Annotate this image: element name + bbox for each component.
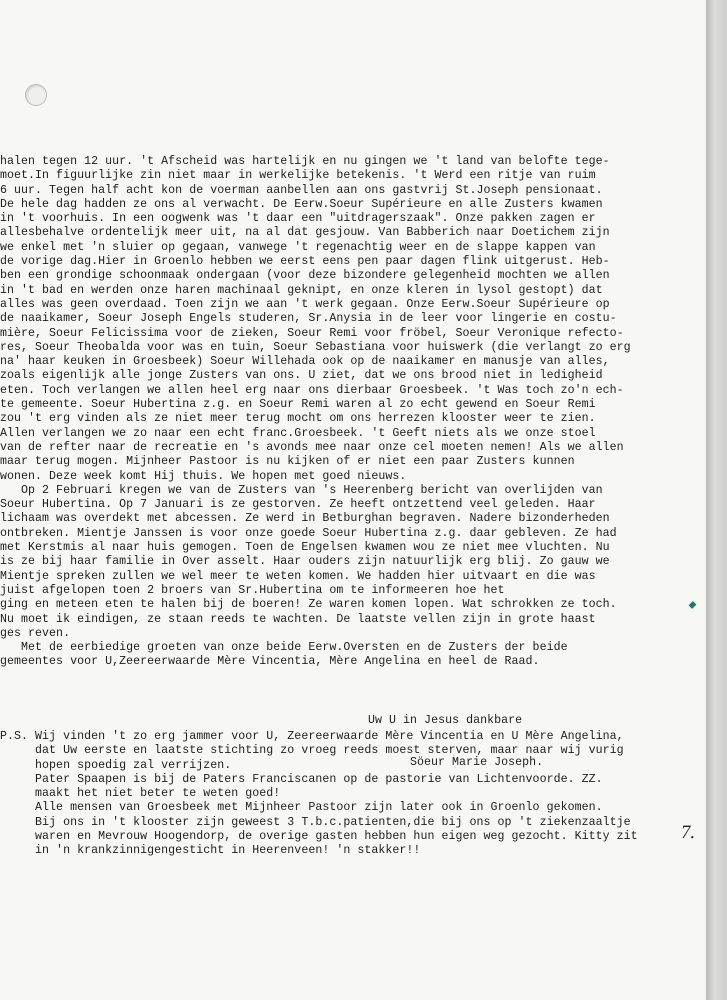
body-line: te gemeente. Soeur Hubertina z.g. en Soeur Remi waren al zo echt gewend en Soeur Remi <box>0 398 596 412</box>
body-line: in 't voorhuis. In een oogwenk was 't daar een "uitdragerszaak". Onze pakken zagen er <box>0 212 596 226</box>
punch-hole <box>25 84 47 106</box>
body-line: de vorige dag.Hier in Groenlo hebben we eerst eens pen paar dagen flink uitgerust. Heb- <box>0 255 610 269</box>
body-line: eten. Toch verlangen we allen heel erg naar ons dierbaar Groesbeek. 't Was toch zo'n ech- <box>0 383 624 397</box>
body-line: is ze bij haar familie in Over asselt. Haar ouders zijn natuurlijk erg blij. Zo gauw we <box>0 555 610 569</box>
body-line: de naaikamer, Soeur Joseph Engels studeren, Sr.Anysia in de leer voor lingerie en costu- <box>0 312 617 326</box>
body-line: met Kerstmis al naar huis gemogen. Toen de Engelsen kwamen wou ze niet mee vluchten. Nu <box>0 541 610 555</box>
body-line: zou 't erg vinden als ze niet meer terug mocht om ons herrezen klooster weer te zien. <box>0 412 596 426</box>
body-line: halen tegen 12 uur. 't Afscheid was hartelijk en nu gingen we 't land van belofte tege- <box>0 155 610 168</box>
body-line: zoals eigenlijk alle jonge Zusters van ons. U ziet, dat we ons brood niet in ledigheid <box>0 369 603 383</box>
body-line: mière, Soeur Felicissima voor de zieken, Soeur Remi voor fröbel, Soeur Veronique refecto- <box>0 326 624 340</box>
ps-line: Alle mensen van Groesbeek met Mijnheer Pastoor zijn later ook in Groenlo gekomen. <box>0 801 603 815</box>
body-line: 6 uur. Tegen half acht kon de voerman aanbellen aan ons gastvrij St.Joseph pensionaat. <box>0 183 603 197</box>
body-line: allesbehalve ordentelijk meer uit, na al dat gesjouw. Van Babberich naar Doetichem zijn <box>0 226 610 240</box>
body-line: ben een grondige schoonmaak ondergaan (voor deze bizondere gelegenheid mochten we allen <box>0 269 610 283</box>
body-line: na' haar keuken in Groesbeek) Soeur Willehada ook op de naaikamer en manusje van alles, <box>0 355 610 369</box>
body-line: ontbreken. Mientje Janssen is voor onze goede Soeur Hubertina z.g. daar gebleven. Ze had <box>0 526 617 540</box>
ps-line: in 'n krankzinnigengesticht in Heerenveen! 'n stakker!! <box>0 844 421 858</box>
body-line: juist afgelopen toen 2 broers van Sr.Hubertina om te informeeren hoe het <box>0 583 505 597</box>
body-line: Mientje spreken zullen we wel meer te weten komen. We hadden hier uitvaart en die was <box>0 569 596 583</box>
postscript <box>0 730 638 859</box>
body-line: in 't bad en werden onze haren machinaal geknipt, en onze kleren in lysol gestopt) dat <box>0 283 603 297</box>
body-line: res, Soeur Theobalda voor was en tuin, Soeur Sebastiana voor huiswerk (die verlangt zo erg <box>0 340 631 354</box>
body-line: wonen. Deze week komt Hij thuis. We hopen met goed nieuws. <box>0 469 407 483</box>
closing-line: Uw U in Jesus dankbare <box>368 713 523 727</box>
ps-line: Bij ons in 't klooster zijn geweest 3 T.b.c.patienten,die bij ons op 't ziekenzaaltje <box>0 815 631 829</box>
body-line: De hele dag hadden ze ons al verwacht. De Eerw.Soeur Supérieure en alle Zusters kwamen <box>0 197 603 211</box>
signature: Söeur Marie Joseph. <box>410 756 544 770</box>
body-line: ges reven. <box>0 626 71 640</box>
body-line: ging en meteen eten te halen bij de boeren! Ze waren komen lopen. Wat schrokken ze toch. <box>0 598 617 612</box>
ink-mark <box>689 601 697 609</box>
page-number: 7. <box>679 822 697 843</box>
letter-body <box>0 155 631 670</box>
body-line: Op 2 Februari kregen we van de Zusters van 's Heerenberg bericht van overlijden van <box>0 483 603 497</box>
body-line: Met de eerbiedige groeten van onze beide Eerw.Oversten en de Zusters der beide <box>0 641 568 655</box>
ps-line: Pater Spaapen is bij de Paters Franciscanen op de pastorie van Lichtenvoorde. ZZ. <box>0 772 603 786</box>
body-line: van de refter naar de recreatie en 's avonds mee naar onze cel moeten nemen! Als we allen <box>0 440 624 454</box>
body-line: Allen verlangen we zo naar een echt franc.Groesbeek. 't Geeft niets als we onze stoel <box>0 426 596 440</box>
body-line: alles was geen overdaad. Toen zijn we aan 't werk gegaan. Onze Eerw.Soeur Supérieure op <box>0 297 610 311</box>
page-edge <box>706 0 727 1000</box>
body-line: we enkel met 'n sluier op gegaan, vanwege 't regenachtig weer en de slappe kappen van <box>0 240 596 254</box>
ps-line: dat Uw eerste en laatste stichting zo vroeg reeds moest sterven, maar naar wij vurig <box>0 744 624 758</box>
body-line: moet.In figuurlijke zin niet maar in werkelijke betekenis. 't Werd een ritje van ruim <box>0 169 596 183</box>
body-line: gemeentes voor U,Zeereerwaarde Mère Vincentia, Mère Angelina en heel de Raad. <box>0 655 540 669</box>
ps-line: hopen spoedig zal verrijzen. <box>0 758 232 772</box>
ps-line: waren en Mevrouw Hoogendorp, de overige gasten hebben hun eigen weg gezocht. Kitty zit <box>0 830 638 844</box>
body-line: lichaam was overdekt met abcessen. Ze werd in Betburghan begraven. Nadere bizonderheden <box>0 512 610 526</box>
ps-line: maakt het niet beter te weten goed! <box>0 787 281 801</box>
body-line: Nu moet ik eindigen, ze staan reeds te wachten. De laatste vellen zijn in grote haast <box>0 612 596 626</box>
body-line: Soeur Hubertina. Op 7 Januari is ze gestorven. Ze heeft ontzettend veel geleden. Haar <box>0 498 596 512</box>
ps-line: P.S. Wij vinden 't zo erg jammer voor U, Zeereerwaarde Mère Vincentia en U Mère Angelina, <box>0 730 624 743</box>
body-line: maar terug mogen. Mijnheer Pastoor is nu kijken of er niet een paar Zusters kunnen <box>0 455 575 469</box>
